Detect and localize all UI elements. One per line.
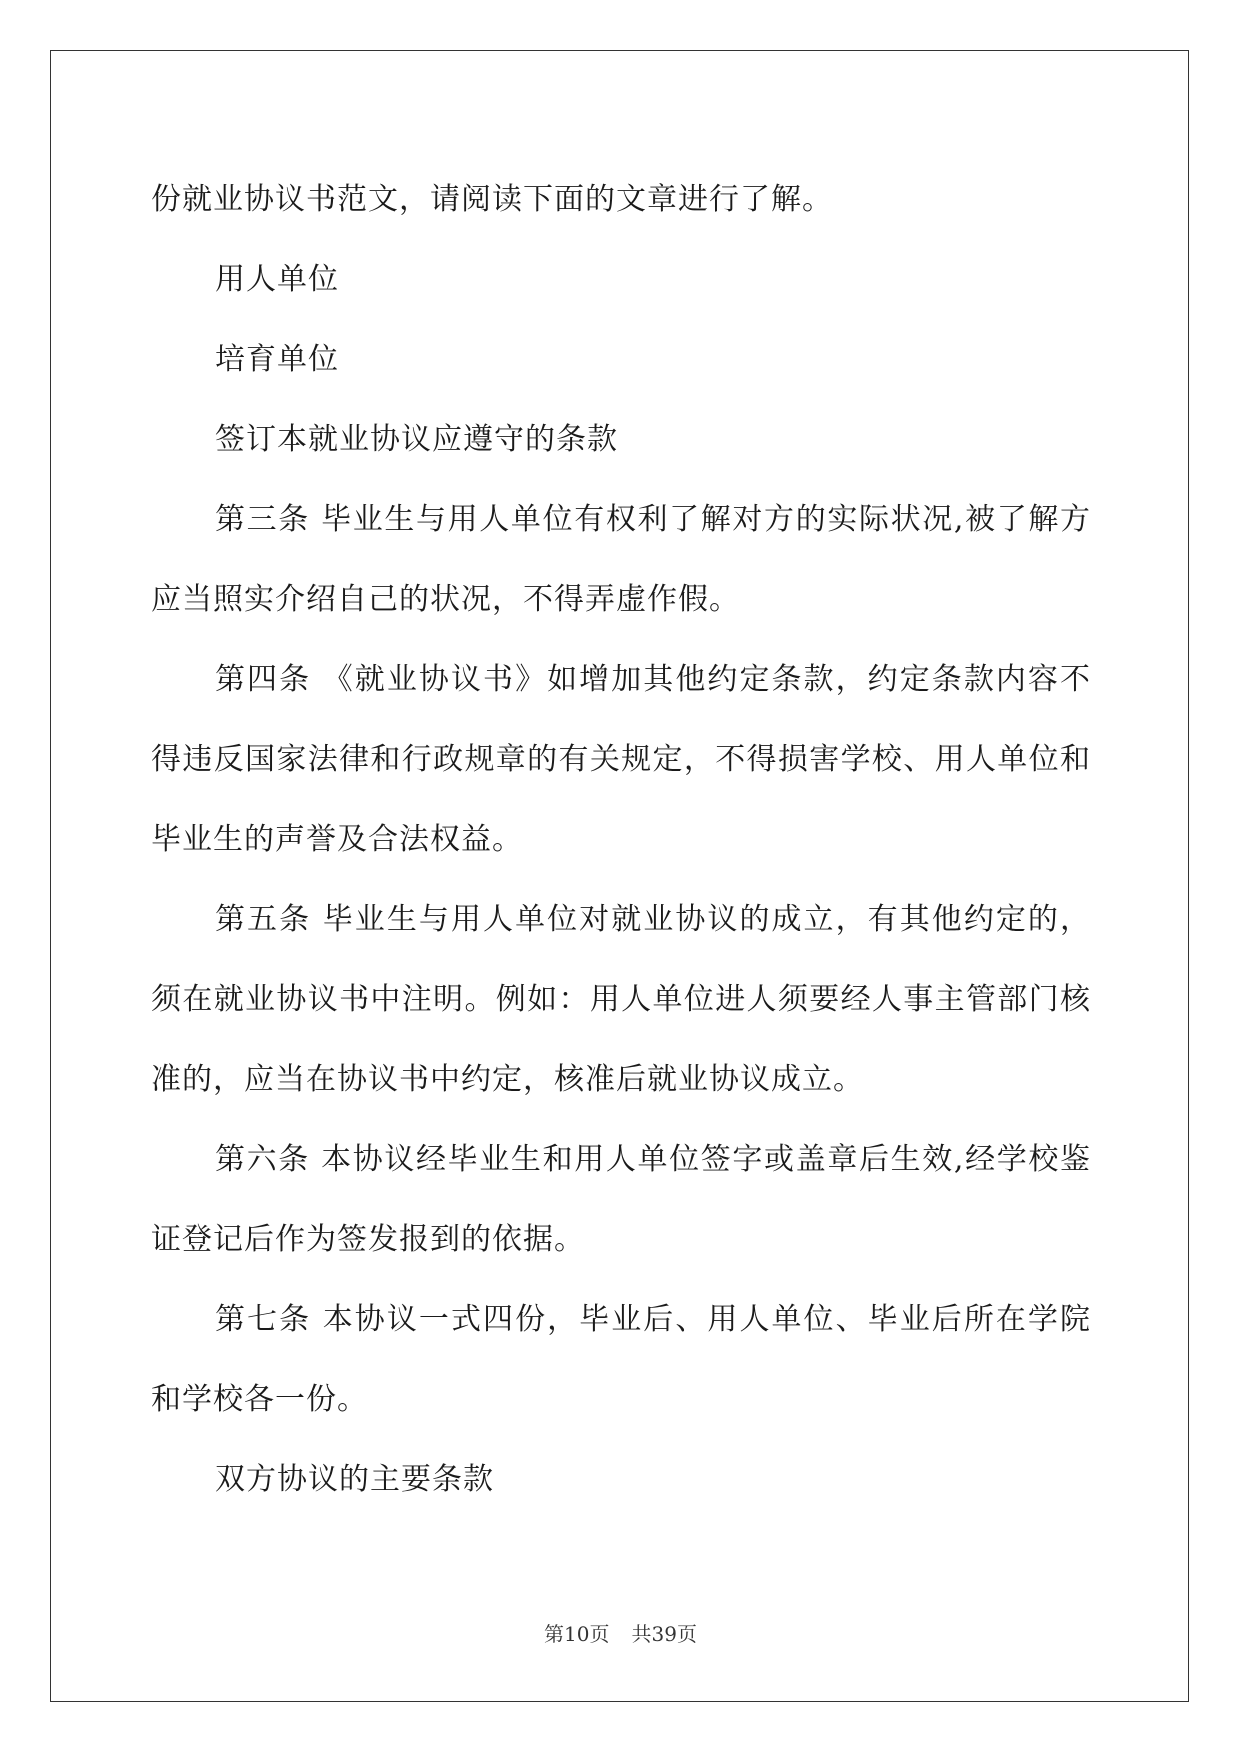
paragraph-intro: 份就业协议书范文，请阅读下面的文章进行了解。 bbox=[151, 182, 833, 217]
paragraph-main-terms-heading: 双方协议的主要条款 bbox=[215, 1462, 494, 1497]
page-total: 共39页 bbox=[631, 1622, 697, 1646]
paragraph-terms-heading: 签订本就业协议应遵守的条款 bbox=[215, 422, 618, 457]
page-footer bbox=[0, 1618, 1241, 1647]
paragraph-article-5: 第五条 毕业生与用人单位对就业协议的成立，有其他约定的，须在就业协议书中注明。例如：用人单位进人须要经人事主管部门核准的，应当在协议书中约定，核准后就业协议成立。 bbox=[151, 902, 1091, 1097]
page-number: 第10页 bbox=[544, 1622, 610, 1646]
paragraph-employer: 用人单位 bbox=[215, 262, 339, 297]
paragraph-article-3: 第三条 毕业生与用人单位有权利了解对方的实际状况,被了解方应当照实介绍自己的状况，不得弄虚作假。 bbox=[151, 502, 1091, 617]
document-body bbox=[151, 160, 1091, 1520]
paragraph-article-6: 第六条 本协议经毕业生和用人单位签字或盖章后生效,经学校鉴证登记后作为签发报到的依据。 bbox=[151, 1142, 1091, 1257]
paragraph-training-unit: 培育单位 bbox=[215, 342, 339, 377]
paragraph-article-4: 第四条 《就业协议书》如增加其他约定条款，约定条款内容不得违反国家法律和行政规章的有关规定，不得损害学校、用人单位和毕业生的声誉及合法权益。 bbox=[151, 662, 1091, 857]
paragraph-article-7: 第七条 本协议一式四份，毕业后、用人单位、毕业后所在学院和学校各一份。 bbox=[151, 1302, 1091, 1417]
